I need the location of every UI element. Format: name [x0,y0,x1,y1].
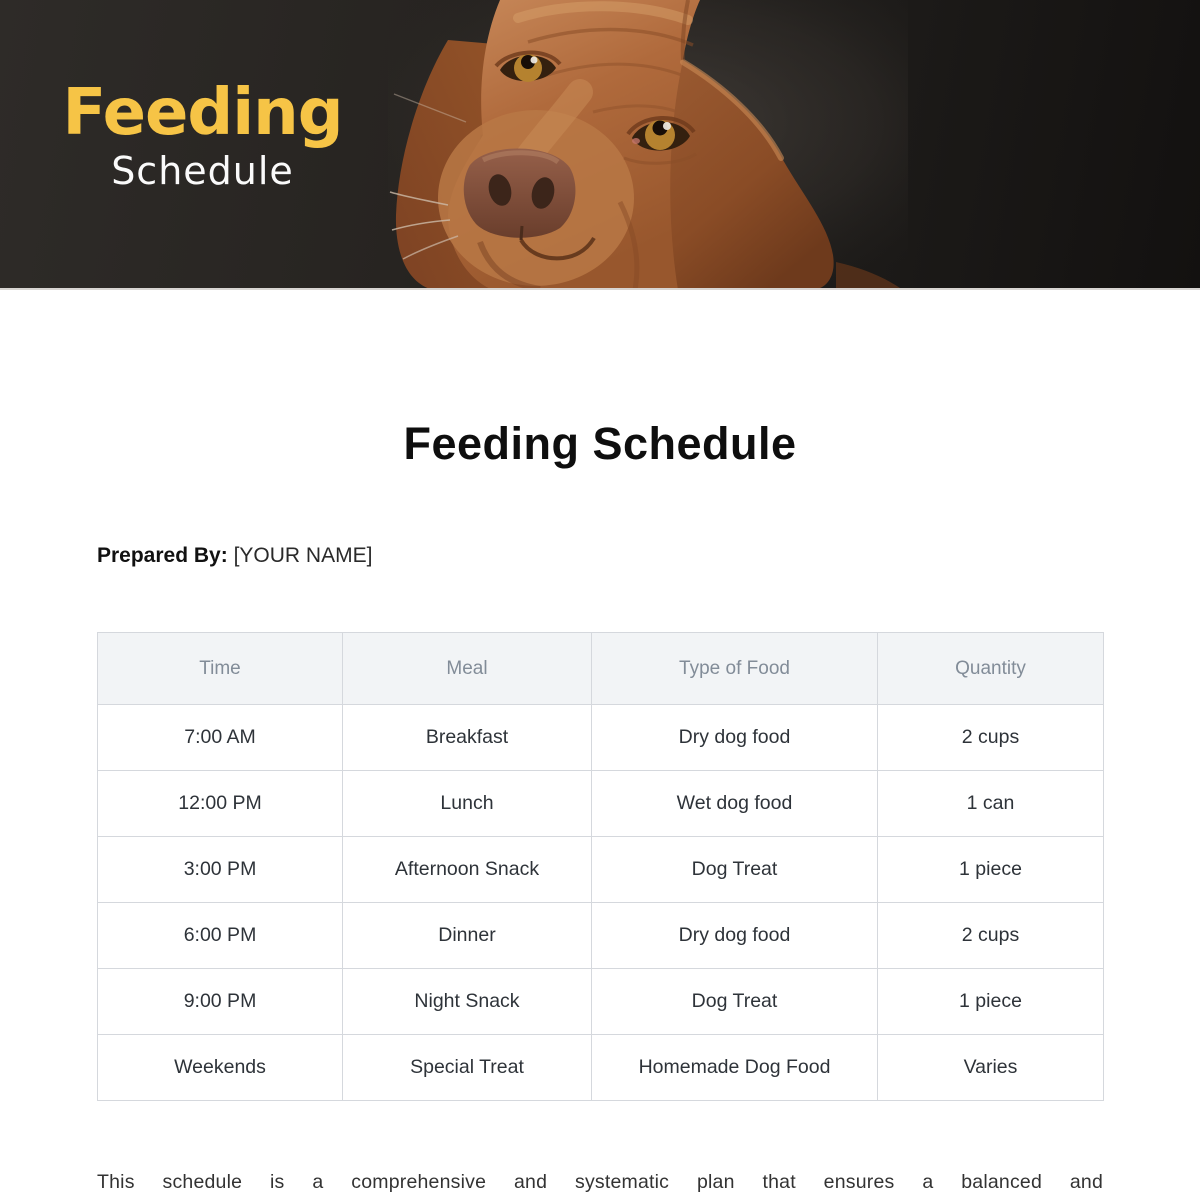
page-title: Feeding Schedule [403,418,797,469]
schedule-table-head [98,633,1104,705]
column-header: Quantity [878,633,1104,705]
table-row [98,1035,1104,1101]
prepared-by-value: [YOUR NAME] [233,544,373,567]
table-row [98,771,1104,837]
table-cell: Breakfast [343,705,592,771]
table-cell: 7:00 AM [98,705,343,771]
table-cell: Homemade Dog Food [592,1035,878,1101]
banner-title [10,76,395,194]
table-cell: Dog Treat [592,969,878,1035]
table-cell: 9:00 PM [98,969,343,1035]
column-header: Type of Food [592,633,878,705]
table-cell: Night Snack [343,969,592,1035]
column-header: Time [98,633,343,705]
table-cell: 1 piece [878,837,1104,903]
table-cell: Wet dog food [592,771,878,837]
banner [0,0,1200,290]
table-cell: Dry dog food [592,705,878,771]
table-cell: 6:00 PM [98,903,343,969]
table-cell: 1 piece [878,969,1104,1035]
table-cell: Dry dog food [592,903,878,969]
table-cell: 2 cups [878,903,1104,969]
table-cell: 3:00 PM [98,837,343,903]
table-row [98,837,1104,903]
table-row [98,969,1104,1035]
table-cell: 1 can [878,771,1104,837]
footer-paragraph: This schedule is a comprehensive and systematic plan that ensures a balanced and [97,1171,1103,1193]
column-header: Meal [343,633,592,705]
table-cell: Weekends [98,1035,343,1101]
table-cell: Afternoon Snack [343,837,592,903]
schedule-table-body [98,705,1104,1101]
table-cell: Dog Treat [592,837,878,903]
table-row [98,903,1104,969]
prepared-by-line [97,544,1200,568]
table-cell: Lunch [343,771,592,837]
table-cell: Special Treat [343,1035,592,1101]
banner-title-line1: Feeding [62,76,343,150]
dog-photo [388,0,908,290]
table-cell: Varies [878,1035,1104,1101]
schedule-table [97,632,1104,1101]
table-cell: 2 cups [878,705,1104,771]
prepared-by-label: Prepared By: [97,544,228,567]
banner-title-line2: Schedule [111,149,294,194]
table-cell: 12:00 PM [98,771,343,837]
table-header-row [98,633,1104,705]
table-cell: Dinner [343,903,592,969]
table-row [98,705,1104,771]
